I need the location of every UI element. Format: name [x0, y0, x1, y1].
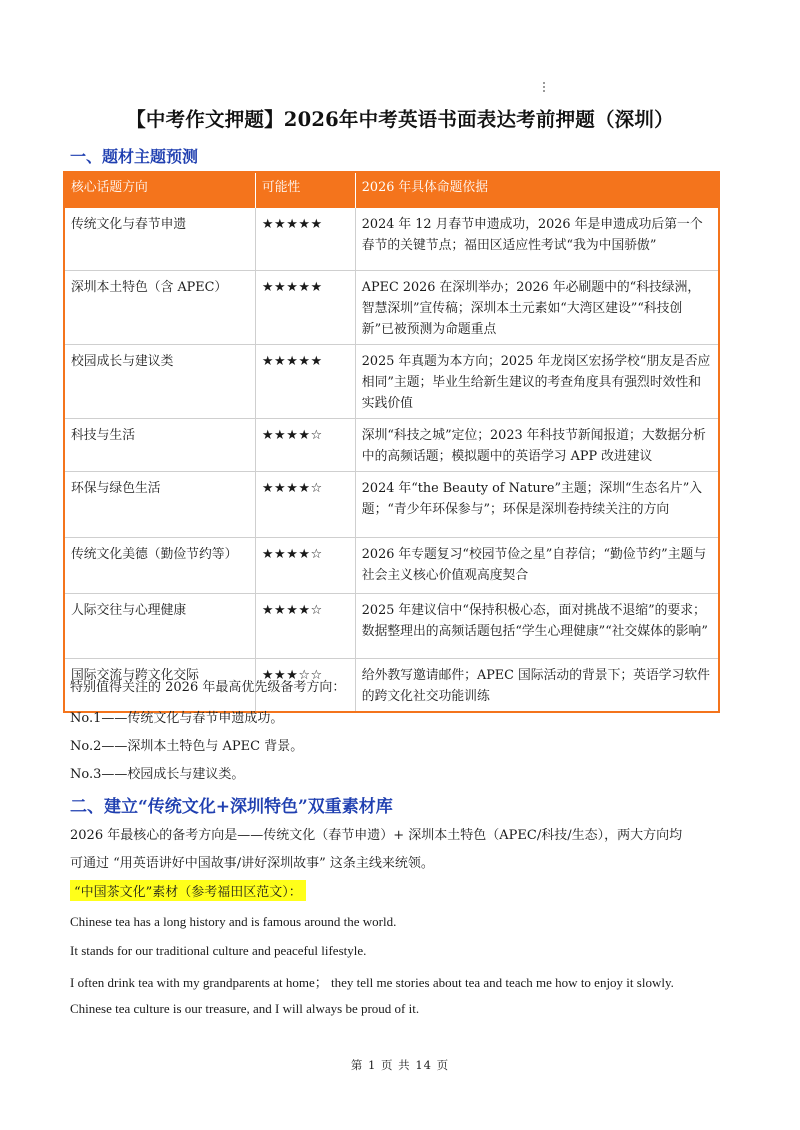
table-row: [64, 344, 719, 418]
rating-stars: ★★★☆☆: [255, 658, 355, 712]
rating-stars: ★★★★☆: [255, 471, 355, 537]
topic-cell: 校园成长与建议类: [64, 344, 255, 418]
table-row: [64, 208, 719, 270]
basis-cell: APEC 2026 在深圳举办；2026 年必刷题中的“科技绿洲，智慧深圳”宣传稿；深圳本土元素如“大湾区建设”“科技创新”已被预测为命题重点: [355, 270, 719, 344]
topic-cell: 传统文化美德（勤俭节约等）: [64, 537, 255, 593]
basis-cell: 给外教写邀请邮件；APEC 国际活动的背景下；英语学习软件的跨文化社交功能训练: [355, 658, 719, 712]
tea-material-label: “中国茶文化”素材（参考福田区范文）：: [70, 880, 306, 901]
basis-cell: 2025 年建议信中“保持积极心态，面对挑战不退缩”的要求；数据整理出的高频话题包括“学生心理健康”“社交媒体的影响”: [355, 593, 719, 658]
english-line-3: I often drink tea with my grandparents at home； they tell me stories about tea and teach me how to enjoy it slowly.: [70, 975, 674, 990]
basis-cell: 2024 年“the Beauty of Nature”主题；深圳“生态名片”入题；“青少年环保参与”；环保是深圳卷持续关注的方向: [355, 471, 719, 537]
topic-cell: 科技与生活: [64, 418, 255, 471]
rating-stars: ★★★★★: [255, 270, 355, 344]
scan-mark: [543, 82, 545, 92]
section2-heading: 二、建立“传统文化+深圳特色”双重素材库: [70, 797, 393, 817]
topic-cell: 环保与绿色生活: [64, 471, 255, 537]
table-row: [64, 593, 719, 658]
section1-heading: 一、题材主题预测: [70, 147, 199, 166]
basis-cell: 2025 年真题为本方向；2025 年龙岗区宏扬学校“朋友是否应相同”主题；毕业生给新生建议的考查角度具有强烈时效性和实践价值: [355, 344, 719, 418]
header-topic: 核心话题方向: [64, 172, 255, 208]
topic-prediction-table: [63, 171, 720, 713]
rating-stars: ★★★★☆: [255, 537, 355, 593]
topic-cell: 人际交往与心理健康: [64, 593, 255, 658]
table-row: [64, 418, 719, 471]
priority-item-1: No.1——传统文化与春节申遗成功。: [70, 711, 284, 726]
table-header-row: [64, 172, 719, 208]
rating-stars: ★★★★☆: [255, 418, 355, 471]
priority-intro: 特别值得关注的 2026 年最高优先级备考方向：: [70, 680, 346, 695]
topic-cell: 深圳本土特色（含 APEC）: [64, 270, 255, 344]
rating-stars: ★★★★★: [255, 344, 355, 418]
priority-item-3: No.3——校园成长与建议类。: [70, 767, 245, 782]
english-line-1: Chinese tea has a long history and is famous around the world.: [70, 914, 397, 929]
english-line-2: It stands for our traditional culture and peaceful lifestyle.: [70, 943, 367, 958]
table-row: [64, 537, 719, 593]
page-title: 【中考作文押题】2026年中考英语书面表达考前押题（深圳）: [126, 108, 674, 131]
english-line-4: Chinese tea culture is our treasure, and I will always be proud of it.: [70, 1001, 420, 1016]
rating-stars: ★★★★★: [255, 208, 355, 270]
table-row: [64, 471, 719, 537]
header-likelihood: 可能性: [255, 172, 355, 208]
basis-cell: 深圳“科技之城”定位；2023 年科技节新闻报道；大数据分析中的高频话题；模拟题中的英语学习 APP 改进建议: [355, 418, 719, 471]
basis-cell: 2026 年专题复习“校园节俭之星”自荐信；“勤俭节约”主题与社会主义核心价值观高度契合: [355, 537, 719, 593]
table-row: [64, 270, 719, 344]
section2-paragraph-line1: 2026 年最核心的备考方向是——传统文化（春节申遗）+ 深圳本土特色（APEC/科技/生态），两大方向均: [70, 828, 683, 843]
basis-cell: 2024 年 12 月春节申遗成功，2026 年是申遗成功后第一个春节的关键节点；福田区适应性考试“我为中国骄傲”: [355, 208, 719, 270]
page-footer: 第 1 页 共 14 页: [350, 1058, 450, 1072]
header-basis: 2026 年具体命题依据: [355, 172, 719, 208]
priority-item-2: No.2——深圳本土特色与 APEC 背景。: [70, 739, 304, 754]
rating-stars: ★★★★☆: [255, 593, 355, 658]
section2-paragraph-line2: 可通过 “用英语讲好中国故事/讲好深圳故事” 这条主线来统领。: [70, 856, 434, 871]
topic-cell: 国际交流与跨文化交际: [64, 658, 255, 712]
topic-cell: 传统文化与春节申遗: [64, 208, 255, 270]
